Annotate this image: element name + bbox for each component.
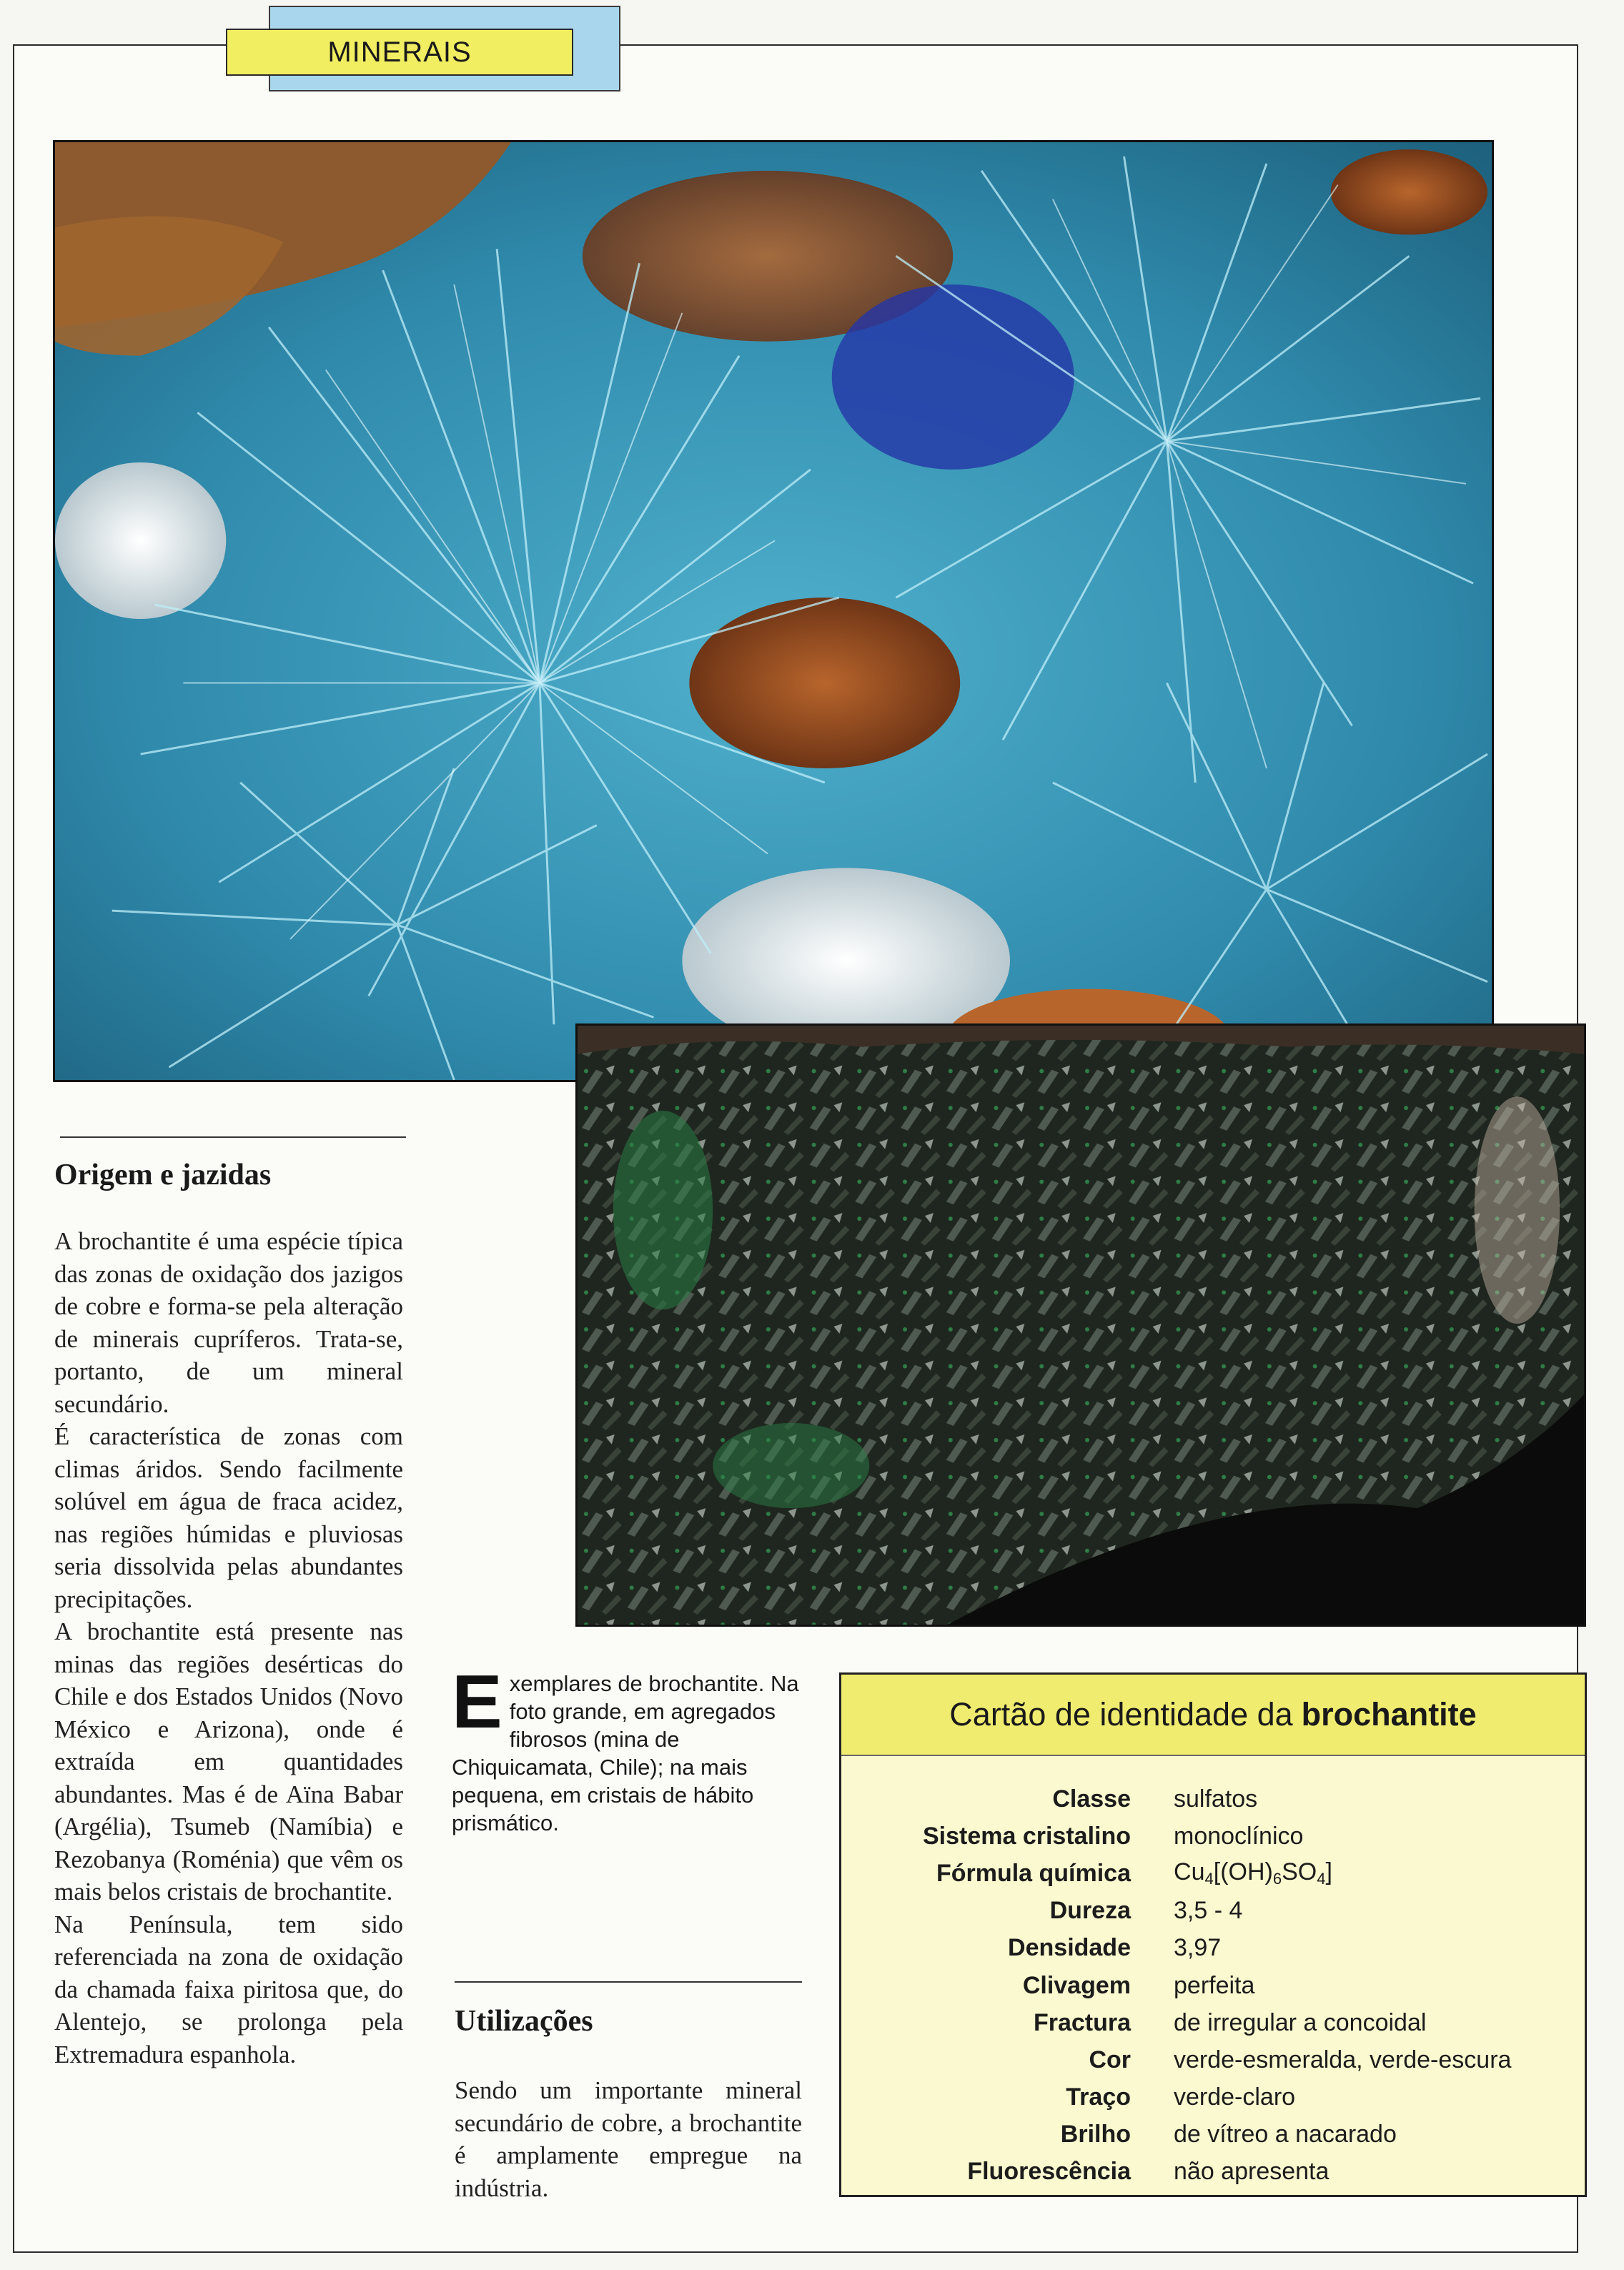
caption-dropcap: E [452,1660,502,1744]
identity-row [841,2079,1585,2116]
identity-table [841,1780,1585,2191]
identity-value: perfeita [1174,1971,1255,1999]
uses-rule [455,1981,802,1983]
identity-value: sulfatos [1174,1785,1258,1813]
identity-key: Dureza [1049,1897,1131,1925]
origin-heading: Origem e jazidas [54,1159,272,1191]
formula-value: $Cu_4[(OH)_6SO_4]$ [1174,1858,1332,1888]
origin-body [54,1225,403,2071]
identity-value: verde-claro [1174,2083,1296,2111]
identity-key: Sistema cristalino [922,1822,1131,1850]
small-photo [575,1024,1586,1627]
identity-row [841,1930,1585,1967]
identity-key: Fluorescência [967,2158,1131,2186]
identity-value: 3,5 - 4 [1174,1897,1243,1925]
identity-key: Clivagem [1022,1971,1131,1999]
identity-key: Brilho [1060,2121,1131,2148]
origin-rule [60,1136,406,1138]
identity-row [841,1893,1585,1930]
identity-row [841,2041,1585,2078]
uses-text: Sendo um importante mineral secundário de cobre, a brochantite é amplamente empregue na indústria. [455,2076,802,2202]
large-photo [53,140,1494,1082]
identity-row [841,1967,1585,2004]
identity-value: não apresenta [1174,2158,1330,2186]
origin-paragraph: É característica de zonas com climas áridos. Sendo facilmente solúvel em água de fraca acidez, nas regiões húmidas e pluviosas seria dissolvida pelas abundantes precipitações. [54,1422,403,1613]
identity-card [839,1672,1587,2197]
identity-row [841,1855,1585,1892]
identity-card-title [841,1675,1585,1756]
identity-row [841,2116,1585,2153]
prismatic-crystals-illustration [578,1026,1584,1625]
identity-row [841,2004,1585,2041]
identity-key: Fractura [1033,2008,1131,2036]
identity-value: 3,97 [1174,1934,1222,1962]
uses-body [455,2074,802,2204]
photo-caption [452,1660,799,1837]
fibrous-crystals-illustration [55,142,1492,1080]
identity-key: Classe [1052,1785,1131,1813]
origin-paragraph: Na Península, tem sido referenciada na zona de oxidação da chamada faixa piritosa que, do Alentejo, se prolonga pela Extremadura espanhola. [54,1910,403,2068]
uses-heading: Utilizações [455,2005,593,2038]
identity-key: Traço [1066,2083,1131,2111]
identity-key: Cor [1089,2046,1131,2073]
identity-row [841,2153,1585,2191]
identity-row [841,1818,1585,1855]
identity-row [841,1780,1585,1818]
origin-paragraph: A brochantite é uma espécie típica das zonas de oxidação dos jazigos de cobre e forma-se pela alteração de minerais cupríferos. Trata-se, portanto, de um mineral secundário. [54,1227,403,1418]
section-label: MINERAIS [226,29,573,76]
origin-paragraph: A brochantite está presente nas minas das regiões desérticas do Chile e dos Estados Unidos (Novo México e Arizona), onde é extraída em quantidades abundantes. Mas é de Aïna Babar (Argélia), Tsumeb (Namíbia) e Rezobanya (Roménia) que vêm os mais belos cristais de brochantite. [54,1617,403,1905]
identity-value: monoclínico [1174,1822,1304,1850]
identity-value: de irregular a concoidal [1174,2008,1427,2036]
identity-card-title-prefix: Cartão de identidade da [949,1696,1293,1733]
identity-card-title-mineral: brochantite [1301,1696,1477,1733]
identity-value: verde-esmeralda, verde-escura [1174,2046,1512,2073]
identity-key: Densidade [1008,1934,1131,1962]
caption-text: xemplares de brochantite. Na foto grande, em agregados fibrosos (mina de Chiquicamata, Chile); na mais pequena, em cristais de hábito prismático. [452,1671,799,1835]
identity-value: de vítreo a nacarado [1174,2121,1397,2148]
identity-key: Fórmula química [936,1859,1131,1887]
